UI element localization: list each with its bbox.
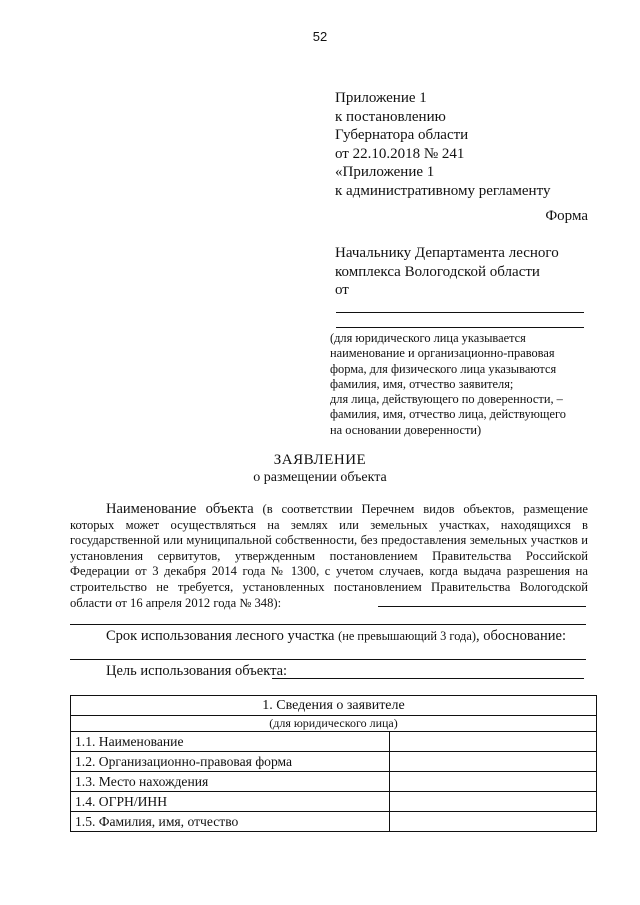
row-value-cell[interactable] [390, 772, 597, 792]
table-heading: 1. Сведения о заявителе [71, 696, 597, 716]
table-subheading: (для юридического лица) [71, 716, 597, 732]
applicant-hint [330, 331, 566, 438]
row-label: 1.4. ОГРН/ИНН [71, 792, 390, 812]
addressee-line: от [335, 282, 349, 298]
hint-line: наименование и организационно-правовая [330, 346, 555, 361]
table-row [71, 732, 597, 752]
term-field[interactable] [70, 659, 586, 660]
purpose-label: Цель использования объекта: [106, 663, 288, 679]
term-note: (не превышающий 3 года) [338, 629, 476, 643]
term-lead: Срок использования лесного участка [106, 628, 335, 644]
row-value-cell[interactable] [390, 792, 597, 812]
row-value-cell[interactable] [390, 812, 597, 832]
appendix-line: «Приложение 1 [335, 164, 435, 180]
addressee-block [335, 244, 559, 300]
page-number: 52 [312, 29, 328, 44]
term-tail: , обоснование: [475, 628, 566, 644]
hint-line: на основании доверенности) [330, 422, 482, 437]
table-row [71, 792, 597, 812]
addressee-line: Начальнику Департамента лесного [335, 245, 559, 261]
purpose-field[interactable] [272, 678, 584, 679]
addressee-line: комплекса Вологодской области [335, 263, 540, 280]
form-label: Форма [545, 208, 588, 224]
hint-line: для лица, действующего по доверенности, – [330, 392, 563, 407]
table-row [71, 752, 597, 772]
appendix-line: к постановлению [335, 108, 446, 125]
applicant-name-field-2[interactable] [336, 327, 584, 328]
term-line [106, 628, 566, 645]
appendix-line: Губернатора области [335, 127, 469, 143]
hint-line: форма, для физического лица указываются [330, 361, 557, 376]
row-value-cell[interactable] [390, 752, 597, 772]
row-label: 1.2. Организационно-правовая форма [71, 752, 390, 772]
table-row [71, 772, 597, 792]
appendix-line: к административному регламенту [335, 182, 551, 199]
hint-line: фамилия, имя, отчество заявителя; [330, 376, 514, 391]
applicant-name-field[interactable] [336, 312, 584, 313]
document-title: ЗАЯВЛЕНИЕ [273, 452, 367, 468]
object-name-body: (в соответствии Перечнем видов объектов, размещение которых может осуществляться на землях или земельных участках, находящихся в государственной или муниципальной собственности, без предоставления земельных участков и установления сервитутов, утвержденным постановлением Правительства Российской Федерации от 3 декабря 2014 года № 1300, с учетом случаев, когда выдача разрешения на строительство не требуется, установленных постановлением Правительства Вологодской области от 16 апреля 2012 года № 348): [70, 502, 588, 610]
hint-line: фамилия, имя, отчество лица, действующего [330, 407, 566, 422]
appendix-block [335, 89, 550, 200]
object-name-lead: Наименование объекта [106, 501, 254, 517]
object-name-field[interactable] [378, 606, 586, 607]
table-row [71, 812, 597, 832]
appendix-line: от 22.10.2018 № 241 [335, 145, 465, 162]
row-label: 1.1. Наименование [71, 732, 390, 752]
row-label: 1.5. Фамилия, имя, отчество [71, 812, 390, 832]
object-name-field-2[interactable] [70, 624, 586, 625]
hint-line: (для юридического лица указывается [330, 331, 526, 345]
object-name-paragraph [70, 502, 588, 611]
document-subtitle: о размещении объекта [253, 470, 387, 485]
appendix-line: Приложение 1 [335, 90, 427, 106]
row-value-cell[interactable] [390, 732, 597, 752]
applicant-info-table [70, 695, 597, 832]
row-label: 1.3. Место нахождения [71, 772, 390, 792]
